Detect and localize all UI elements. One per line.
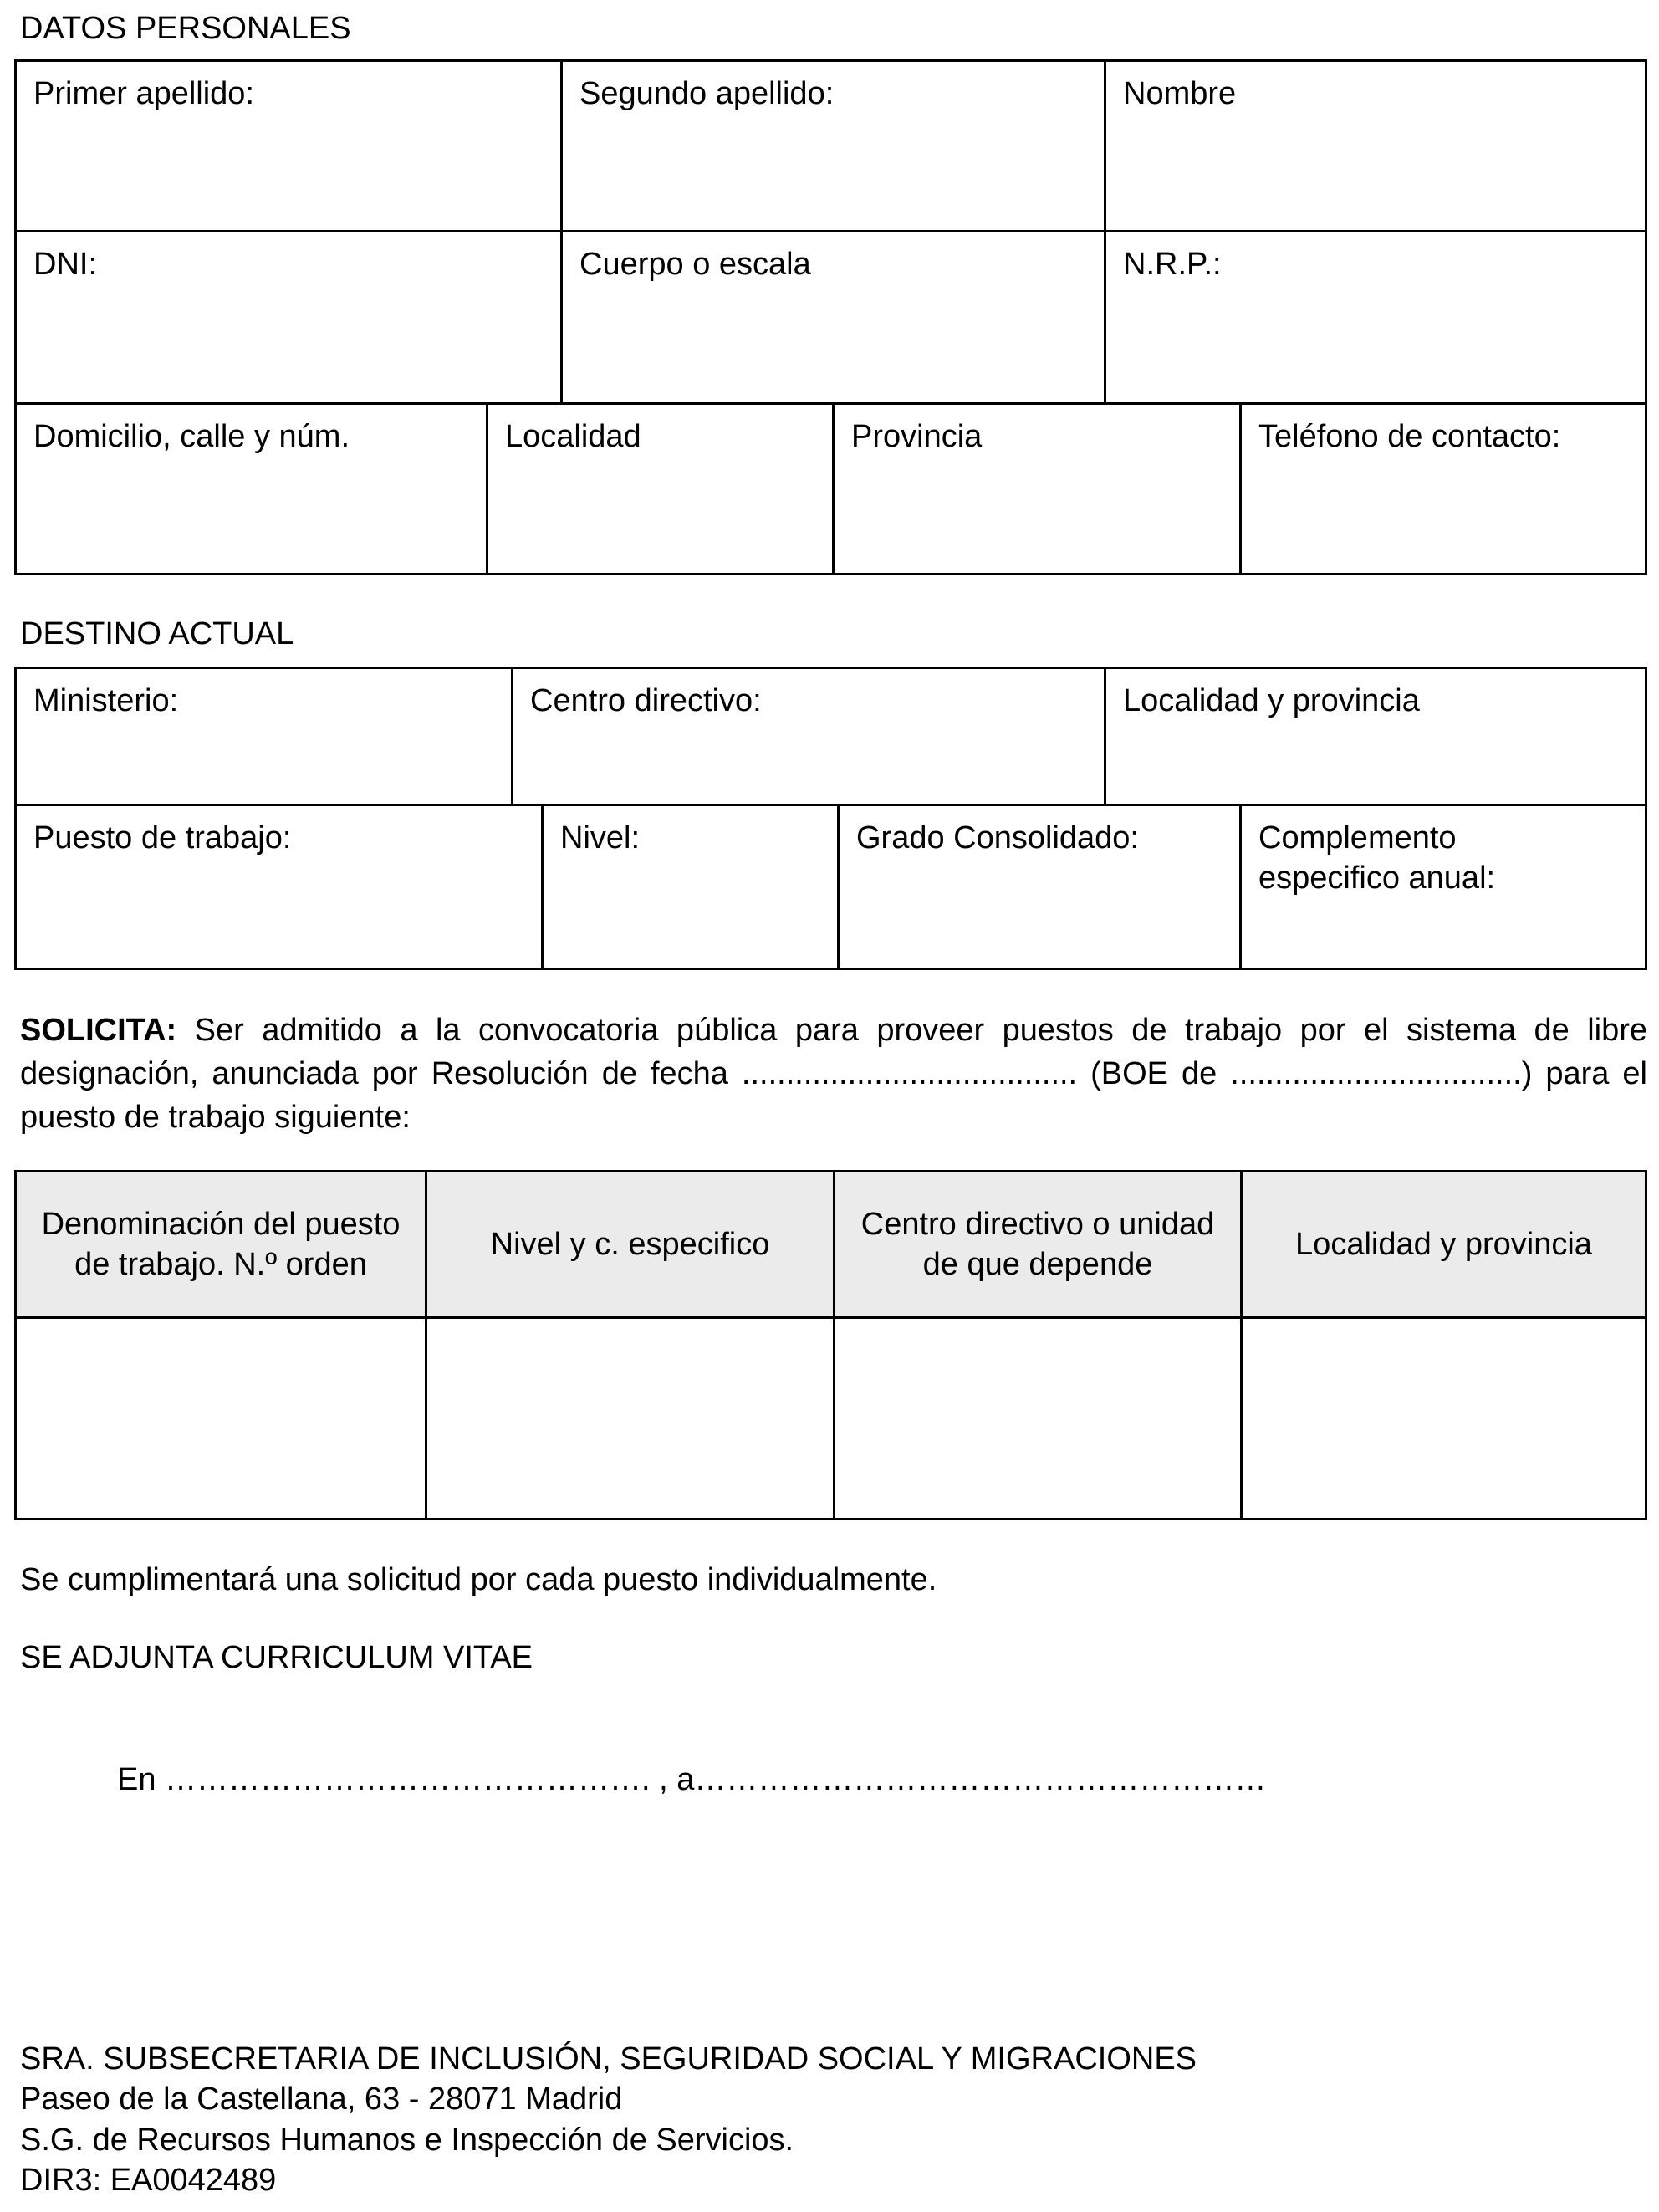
place-date-line[interactable]: En ………………………………………. , a……………………………………………… [117,1762,1267,1797]
datos-row-2 [17,230,1645,402]
grado-consolidado-label: Grado Consolidado: [856,820,1139,856]
provincia-label: Provincia [851,419,983,454]
dni-field[interactable] [17,232,560,402]
header-localidad-label: Localidad y provincia [1295,1227,1592,1262]
header-denominacion [17,1172,425,1316]
cuerpo-escala-label: Cuerpo o escala [579,247,811,282]
nombre-field[interactable] [1104,62,1645,230]
cuerpo-escala-field[interactable] [560,232,1104,402]
destino-row-1 [17,669,1645,804]
centro-directivo-label: Centro directivo: [530,683,762,718]
centro-directivo-input-cell[interactable] [833,1319,1240,1518]
individual-note: Se cumplimentará una solicitud por cada puesto individualmente. [20,1562,937,1597]
header-nivel [425,1172,833,1316]
header-centro-directivo [833,1172,1240,1316]
centro-directivo-field[interactable] [511,669,1104,804]
address-line-4: DIR3: EA0042489 [20,2163,277,2198]
telefono-field[interactable] [1239,405,1645,573]
destino-row-2 [17,804,1645,968]
solicita-label: SOLICITA: [20,1013,177,1048]
puesto-trabajo-field[interactable] [17,806,541,968]
address-line-1: SRA. SUBSECRETARIA DE INCLUSIÓN, SEGURIDAD SOCIAL Y MIGRACIONES [20,2041,1197,2077]
address-line-3: S.G. de Recursos Humanos e Inspección de Servicios. [20,2123,794,2158]
nivel-input-cell[interactable] [425,1319,833,1518]
nrp-label: N.R.P.: [1123,247,1222,282]
domicilio-field[interactable] [17,405,486,573]
table-row [17,1316,1645,1518]
puestos-table-header [17,1172,1645,1316]
segundo-apellido-label: Segundo apellido: [579,76,835,111]
nrp-field[interactable] [1104,232,1645,402]
destino-actual-grid [14,667,1647,970]
localidad-provincia-label: Localidad y provincia [1123,683,1420,718]
complemento-especifico-field[interactable] [1239,806,1645,968]
nivel-field[interactable] [541,806,837,968]
nombre-label: Nombre [1123,76,1237,111]
domicilio-label: Domicilio, calle y núm. [33,419,350,454]
denominacion-input-cell[interactable] [17,1319,425,1518]
puesto-trabajo-label: Puesto de trabajo: [33,820,292,856]
destino-actual-title: DESTINO ACTUAL [20,616,294,651]
solicita-paragraph [20,1009,1647,1139]
primer-apellido-field[interactable] [17,62,560,230]
address-line-2: Paseo de la Castellana, 63 - 28071 Madrid [20,2082,623,2117]
telefono-label: Teléfono de contacto: [1258,419,1561,454]
curriculum-note: SE ADJUNTA CURRICULUM VITAE [20,1640,533,1675]
segundo-apellido-field[interactable] [560,62,1104,230]
provincia-field[interactable] [832,405,1239,573]
nivel-label: Nivel: [560,820,641,856]
datos-row-1 [17,62,1645,230]
localidad-input-cell[interactable] [1240,1319,1645,1518]
localidad-label: Localidad [505,419,641,454]
datos-row-3 [17,402,1645,573]
primer-apellido-label: Primer apellido: [33,76,254,111]
datos-personales-grid [14,59,1647,575]
ministerio-field[interactable] [17,669,511,804]
header-denominacion-label: Denominación del puesto de trabajo. N.º orden [41,1207,401,1282]
header-localidad [1240,1172,1645,1316]
solicita-text: Ser admitido a la convocatoria pública para proveer puestos de trabajo por el sistema de libre designación, anunciada por Resolución de fecha ...................................... (BOE de .................................) para el puesto de trabajo siguiente: [20,1013,1647,1135]
grado-consolidado-field[interactable] [837,806,1239,968]
ministerio-label: Ministerio: [33,683,179,718]
puestos-table [14,1170,1647,1520]
localidad-provincia-field[interactable] [1104,669,1645,804]
localidad-field[interactable] [486,405,832,573]
datos-personales-title: DATOS PERSONALES [20,11,351,46]
header-nivel-label: Nivel y c. especifico [490,1227,770,1262]
header-centro-directivo-label: Centro directivo o unidad de que depende [860,1207,1215,1282]
dni-label: DNI: [33,247,97,282]
complemento-especifico-label: Complemento especifico anual: [1258,820,1496,896]
